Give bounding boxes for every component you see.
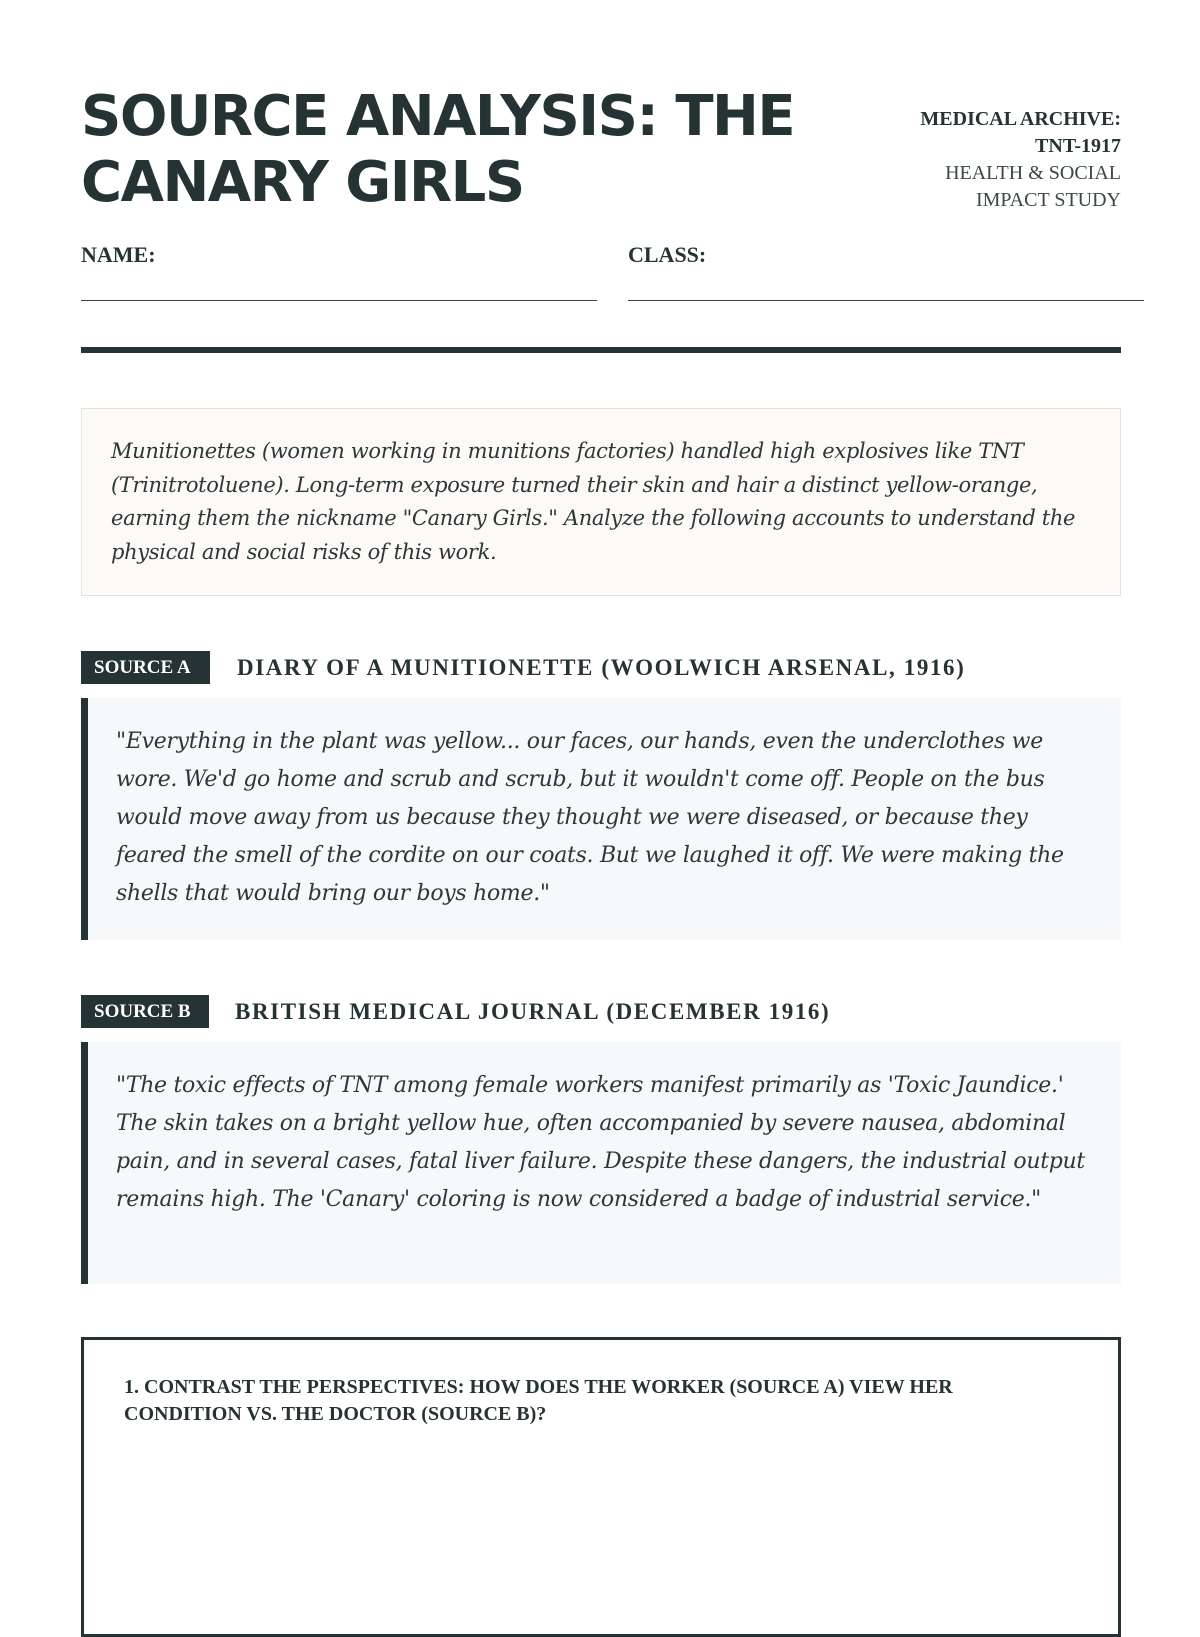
name-blank-line[interactable] [81, 300, 597, 301]
source-a-tag: SOURCE A [81, 651, 210, 684]
question-1-answer-box[interactable] [81, 1337, 1121, 1637]
study-line-1: HEALTH & SOCIAL [945, 162, 1121, 184]
name-label: NAME: [81, 242, 156, 267]
source-b-quote: "The toxic effects of TNT among female workers manifest primarily as 'Toxic Jaundice.' The skin takes on a bright yellow hue, often accompanied by severe nausea, abdominal pain, and in several cases, fatal liver failure. Despite these dangers, the industrial output remains high. The 'Canary' coloring is now considered a badge of industrial service." [116, 1073, 1085, 1212]
source-a-heading [81, 651, 1121, 684]
question-1-prompt: 1. CONTRAST THE PERSPECTIVES: HOW DOES THE WORKER (SOURCE A) VIEW HER CONDITION VS. THE DOCTOR (SOURCE B)? [124, 1376, 953, 1425]
page-title: SOURCE ANALYSIS: THE CANARY GIRLS [81, 84, 795, 215]
intro-text: Munitionettes (women working in munitions factories) handled high explosives like TNT (Trinitrotoluene). Long-term exposure turned their skin and hair a distinct yellow-orange, earning them the nickname "Canary Girls." Analyze the following accounts to understand the physical and social risks of this work. [111, 439, 1076, 564]
archive-code: TNT-1917 [1035, 135, 1121, 157]
source-b-heading [81, 995, 1121, 1028]
study-line-2: IMPACT STUDY [975, 189, 1121, 211]
archive-label: MEDICAL ARCHIVE: [920, 108, 1121, 130]
source-a-title: DIARY OF A MUNITIONETTE (WOOLWICH ARSENAL, 1916) [237, 655, 966, 680]
class-label: CLASS: [628, 242, 707, 267]
header-divider [81, 347, 1121, 353]
archive-reference [891, 106, 1121, 214]
source-a-quote: "Everything in the plant was yellow... our faces, our hands, even the underclothes we wore. We'd go home and scrub and scrub, but it wouldn't come off. People on the bus would move away from us because they thought we were diseased, or because they feared the smell of the cordite on our coats. But we laughed it off. We were making the shells that would bring our boys home." [116, 729, 1064, 906]
source-a-quote-box [81, 698, 1121, 940]
intro-box [81, 408, 1121, 596]
source-b-quote-box [81, 1042, 1121, 1284]
source-b-title: BRITISH MEDICAL JOURNAL (DECEMBER 1916) [235, 999, 831, 1024]
source-b-tag: SOURCE B [81, 995, 209, 1028]
class-blank-line[interactable] [628, 300, 1144, 301]
worksheet-header [81, 78, 1121, 218]
